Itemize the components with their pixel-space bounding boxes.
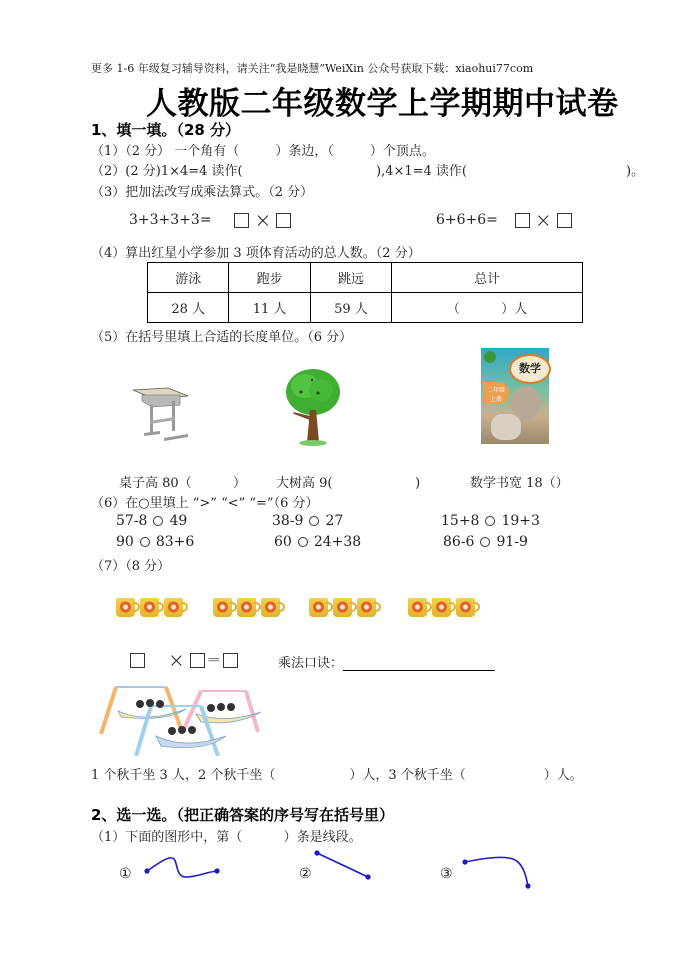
table-header-cell: 跑步 bbox=[229, 263, 310, 293]
tree-caption: 大树高 9( ) bbox=[276, 476, 421, 491]
formula-label: 乘法口诀： bbox=[278, 656, 344, 671]
book-grade-text: 二年级 bbox=[486, 387, 505, 394]
mug-icon bbox=[261, 597, 284, 617]
book-title: 数学 bbox=[509, 354, 551, 384]
compare-left: 90 bbox=[116, 534, 134, 550]
mug-icon bbox=[164, 597, 187, 617]
compare-circle[interactable] bbox=[485, 516, 495, 526]
compare-circle[interactable] bbox=[140, 537, 150, 547]
option-3-label[interactable]: ③ bbox=[440, 866, 453, 882]
formula-line bbox=[278, 652, 495, 671]
swing-part1: 1 个秋千坐 3 人，2 个秋千坐（ bbox=[91, 768, 276, 783]
q1-mid: ）条边，（ bbox=[275, 144, 334, 159]
book-grade bbox=[483, 382, 509, 404]
mug-group bbox=[309, 597, 381, 621]
compare-item bbox=[441, 513, 540, 529]
sports-table bbox=[147, 262, 583, 323]
times-sign: × bbox=[168, 648, 185, 672]
table-header-cell: 游泳 bbox=[148, 263, 229, 293]
q3-expression-2 bbox=[436, 207, 572, 232]
mug-icon bbox=[432, 597, 455, 617]
mug-icon bbox=[116, 597, 139, 617]
section-2-heading: 2、选一选。（把正确答案的序号写在括号里） bbox=[91, 806, 394, 824]
mug-icon bbox=[140, 597, 163, 617]
q2-part1: （2）(2 分)1×4=4 读作( bbox=[91, 164, 243, 179]
times-sign: × bbox=[254, 207, 272, 232]
compare-circle[interactable] bbox=[298, 537, 308, 547]
table-header-cell: 跳远 bbox=[310, 263, 391, 293]
question-1-5-label: （5）在括号里填上合适的长度单位。（6 分） bbox=[91, 330, 353, 345]
mug-icon bbox=[408, 597, 431, 617]
compare-circle[interactable] bbox=[309, 516, 319, 526]
compare-item bbox=[443, 534, 528, 550]
mug-icon bbox=[357, 597, 380, 617]
mug-icon bbox=[309, 597, 332, 617]
mug-icon bbox=[237, 597, 260, 617]
q2-part3: )。 bbox=[626, 164, 645, 179]
q3-expr1-text: 3+3+3+3= bbox=[129, 212, 212, 228]
q3-expression-1 bbox=[129, 207, 291, 232]
compare-left: 57-8 bbox=[116, 513, 148, 529]
option-1-label[interactable]: ① bbox=[119, 866, 132, 882]
book-kids-illustration bbox=[491, 414, 521, 440]
table-cell: 28 人 bbox=[148, 293, 229, 323]
book-volume-text: 上册 bbox=[489, 396, 502, 403]
answer-box[interactable] bbox=[234, 213, 249, 228]
question-1-2b bbox=[376, 160, 467, 179]
answer-box[interactable] bbox=[276, 213, 291, 228]
publisher-logo-icon bbox=[484, 351, 496, 363]
compare-left: 38-9 bbox=[272, 513, 304, 529]
q2-part2: ),4×1=4 读作( bbox=[376, 164, 468, 179]
q1-suffix: ）个顶点。 bbox=[369, 144, 435, 159]
mug-group bbox=[213, 597, 285, 621]
equals-sign: = bbox=[206, 650, 222, 670]
question-1-4-label: （4）算出红星小学参加 3 项体育活动的总人数。（2 分） bbox=[91, 246, 421, 261]
compare-right: 24+38 bbox=[313, 534, 362, 550]
mug-group bbox=[408, 597, 480, 621]
q1-prefix: （1）（2 分） 一个角有（ bbox=[91, 144, 240, 159]
compare-item bbox=[116, 534, 194, 550]
compare-right: 27 bbox=[325, 513, 344, 529]
compare-left: 15+8 bbox=[441, 513, 480, 529]
line-segment-figure bbox=[310, 846, 380, 884]
answer-box[interactable] bbox=[130, 653, 145, 668]
table-header-cell: 总计 bbox=[392, 263, 583, 293]
times-sign: × bbox=[534, 207, 552, 232]
question-1-1 bbox=[91, 140, 435, 159]
page-title: 人教版二年级数学上学期期中试卷 bbox=[146, 86, 619, 122]
question-1-3-label: （3）把加法改写成乘法算式。（2 分） bbox=[91, 185, 314, 200]
table-cell: 59 人 bbox=[310, 293, 391, 323]
question-1-7-label: （7）（8 分） bbox=[91, 559, 171, 574]
swing-part2: ）人，3 个秋千坐（ bbox=[349, 768, 466, 783]
answer-box[interactable] bbox=[515, 213, 530, 228]
desk-caption: 桌子高 80（ ） bbox=[119, 476, 246, 491]
compare-right: 83+6 bbox=[155, 534, 195, 550]
curve-segment-figure bbox=[460, 850, 536, 892]
book-caption: 数学书宽 18（） bbox=[470, 476, 569, 491]
question-1-2c bbox=[626, 160, 644, 179]
multiplication-equation bbox=[130, 648, 238, 672]
mug-group bbox=[116, 597, 188, 621]
compare-right: 49 bbox=[169, 513, 188, 529]
question-1-6-label: （6）在○里填上 “>” “<” “=”（6 分） bbox=[91, 496, 319, 511]
question-2-1-label: （1）下面的图形中，第（ ）条是线段。 bbox=[91, 830, 362, 845]
swing-part3: ）人。 bbox=[543, 768, 583, 783]
option-2-label[interactable]: ② bbox=[299, 866, 312, 882]
compare-left: 60 bbox=[274, 534, 292, 550]
compare-item bbox=[116, 513, 187, 529]
curve-line-figure bbox=[140, 850, 225, 880]
mug-icon bbox=[333, 597, 356, 617]
compare-right: 19+3 bbox=[501, 513, 540, 529]
compare-circle[interactable] bbox=[153, 516, 163, 526]
mug-icon bbox=[456, 597, 479, 617]
math-book-image bbox=[481, 348, 549, 444]
swing-sentence bbox=[91, 764, 583, 783]
compare-item bbox=[274, 534, 361, 550]
compare-item bbox=[272, 513, 343, 529]
answer-box[interactable] bbox=[190, 653, 205, 668]
table-total-cell[interactable]: （ ）人 bbox=[392, 293, 583, 323]
swing-image bbox=[96, 684, 266, 756]
formula-answer-line[interactable] bbox=[343, 658, 495, 671]
mug-icon bbox=[213, 597, 236, 617]
header-note: 更多 1-6 年级复习辅导资料，请关注“我是晓慧”WeiXin 公众号获取下载：xiaohui77com bbox=[91, 62, 534, 75]
section-1-heading: 1、填一填。（28 分） bbox=[91, 121, 241, 139]
desk-image bbox=[130, 385, 190, 445]
table-header-row bbox=[148, 263, 583, 293]
q3-expr2-text: 6+6+6= bbox=[436, 212, 498, 228]
compare-circle[interactable] bbox=[480, 537, 490, 547]
question-1-2 bbox=[91, 160, 243, 179]
answer-box[interactable] bbox=[223, 653, 238, 668]
compare-right: 91-9 bbox=[496, 534, 528, 550]
tree-image bbox=[283, 368, 341, 448]
compare-left: 86-6 bbox=[443, 534, 475, 550]
answer-box[interactable] bbox=[557, 213, 572, 228]
table-row bbox=[148, 293, 583, 323]
table-cell: 11 人 bbox=[229, 293, 310, 323]
